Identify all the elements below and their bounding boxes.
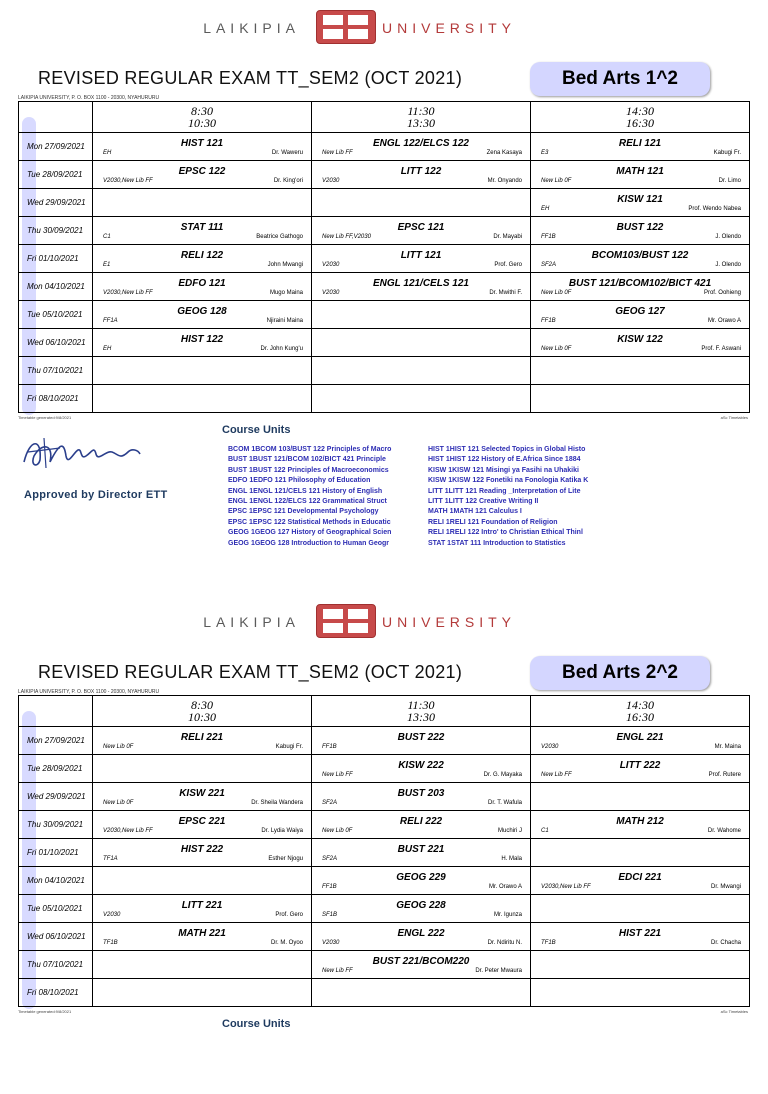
lecturer: J. Olendo [715, 234, 741, 240]
table-row [19, 867, 750, 895]
slot-start-time: 11:30 [407, 104, 435, 118]
venue: New Lib FF [322, 772, 353, 778]
slot-end-time: 10:30 [188, 116, 216, 130]
course-code: HIST 221 [618, 928, 662, 939]
course-unit-item: EPSC 1EPSC 121 Developmental Psychology [228, 508, 379, 516]
approved-by-label: Approved by Director ETT [24, 489, 168, 501]
course-code: BUST 121/BCOM102/BICT 421 [568, 278, 712, 289]
timetable-sheet-2 [0, 594, 768, 1094]
lecturer: Prof. Wendo Nabea [688, 206, 741, 212]
lecturer: Mr. Orawo A [707, 318, 741, 324]
day-cell: Thu 30/09/2021 [19, 217, 93, 245]
lecturer: John Mwangi [267, 262, 303, 268]
university-logo [316, 604, 376, 638]
exam-cell [93, 301, 312, 329]
venue: V2030 [322, 178, 340, 184]
exam-cell [312, 385, 531, 413]
venue: C1 [103, 234, 111, 240]
venue: V2030 [541, 744, 559, 750]
exam-cell [93, 783, 312, 811]
course-code: GEOG 127 [615, 306, 665, 317]
day-cell: Thu 07/10/2021 [19, 951, 93, 979]
time-slot-header [93, 696, 312, 727]
lecturer: Dr. John Kung'u [260, 346, 303, 352]
table-row [19, 783, 750, 811]
table-row [19, 755, 750, 783]
corner-cell [19, 696, 93, 727]
day-cell: Wed 06/10/2021 [19, 329, 93, 357]
course-code: GEOG 228 [396, 900, 446, 911]
course-code: MATH 212 [616, 816, 664, 827]
exam-cell [312, 783, 531, 811]
course-unit-item: ENGL 1ENGL 121/CELS 121 History of English [228, 487, 383, 495]
course-unit-item: HIST 1HIST 121 Selected Topics in Global Histo [428, 446, 586, 453]
exam-cell [531, 161, 750, 189]
venue: FF1B [541, 318, 556, 324]
course-unit-item: LITT 1LITT 121 Reading _Interpretation of Lite [428, 487, 581, 495]
lecturer: Dr. M. Oyoo [270, 940, 303, 946]
course-code: RELI 122 [180, 250, 224, 261]
venue: New Lib 0F [541, 290, 572, 296]
address-line: LAIKIPIA UNIVERSITY, P. O. BOX 1100 - 20300, NYAHURURU [18, 95, 160, 101]
university-name-left: LAIKIPIA [203, 20, 300, 36]
venue: New Lib FF [322, 968, 353, 974]
venue: New Lib 0F [103, 744, 134, 750]
timetable-title: REVISED REGULAR EXAM TT_SEM2 (OCT 2021) [38, 662, 463, 682]
day-cell: Tue 28/09/2021 [19, 755, 93, 783]
venue: EH [103, 346, 112, 352]
time-header-row [19, 102, 750, 133]
lecturer: Mr. Maina [714, 744, 741, 750]
table-row [19, 301, 750, 329]
course-code: MATH 221 [178, 928, 226, 939]
day-cell: Tue 28/09/2021 [19, 161, 93, 189]
lecturer: Dr. Limo [718, 178, 741, 184]
exam-cell [531, 811, 750, 839]
lecturer: Dr. Mwangi [710, 884, 741, 890]
exam-cell [93, 329, 312, 357]
lecturer: Prof. Oohieng [703, 290, 741, 296]
lecturer: Dr. Sheila Wandera [251, 800, 303, 806]
exam-cell [312, 951, 531, 979]
address-line: LAIKIPIA UNIVERSITY, P. O. BOX 1100 - 20300, NYAHURURU [18, 689, 160, 695]
course-code: ENGL 221 [616, 732, 664, 743]
exam-cell [531, 951, 750, 979]
time-slot-header [93, 102, 312, 133]
course-code: KISW 121 [617, 194, 663, 205]
table-row [19, 273, 750, 301]
time-slot-header [531, 696, 750, 727]
course-unit-item: BCOM 1BCOM 103/BUST 122 Principles of Macro [228, 446, 392, 453]
lecturer: Dr. Chacha [710, 940, 741, 946]
venue: E3 [541, 150, 549, 156]
exam-timetable [18, 101, 750, 413]
slot-start-time: 14:30 [626, 104, 654, 118]
slot-start-time: 8:30 [191, 698, 213, 712]
table-row [19, 161, 750, 189]
exam-cell [312, 839, 531, 867]
course-code: BCOM103/BUST 122 [591, 250, 689, 261]
exam-cell [93, 273, 312, 301]
day-cell: Mon 27/09/2021 [19, 727, 93, 755]
day-cell: Tue 05/10/2021 [19, 895, 93, 923]
exam-cell [93, 133, 312, 161]
course-code: STAT 111 [180, 222, 224, 233]
course-units-title: Course Units [222, 1018, 291, 1030]
day-cell: Thu 07/10/2021 [19, 357, 93, 385]
course-code: RELI 222 [399, 816, 443, 827]
university-name-right: UNIVERSITY [382, 614, 517, 630]
course-unit-item: MATH 1MATH 121 Calculus I [428, 508, 522, 516]
exam-cell [531, 867, 750, 895]
course-code: HIST 122 [180, 334, 224, 345]
exam-cell [531, 979, 750, 1007]
venue: TF1B [541, 940, 556, 946]
course-code: HIST 121 [180, 138, 224, 149]
venue: FF1B [322, 744, 337, 750]
footer-software: aSc Timetables [720, 1009, 748, 1014]
time-slot-header [312, 102, 531, 133]
lecturer: Beatrice Gathogo [256, 234, 303, 240]
lecturer: Njiraini Maina [266, 318, 303, 324]
venue: New Lib FF [541, 772, 572, 778]
lecturer: Prof. Gero [494, 262, 522, 268]
exam-cell [93, 727, 312, 755]
lecturer: H. Mala [501, 856, 522, 862]
exam-cell [531, 783, 750, 811]
venue: TF1A [103, 856, 118, 862]
venue: New Lib 0F [322, 828, 353, 834]
lecturer: Prof. Rutere [708, 772, 741, 778]
director-signature [20, 432, 144, 474]
time-header-row [19, 696, 750, 727]
lecturer: Prof. F. Aswani [701, 346, 741, 352]
lecturer: Dr. T. Wafula [487, 800, 522, 806]
exam-cell [312, 273, 531, 301]
slot-end-time: 16:30 [626, 710, 654, 724]
exam-cell [312, 161, 531, 189]
day-cell: Tue 05/10/2021 [19, 301, 93, 329]
course-unit-item: RELI 1RELI 121 Foundation of Religion [428, 518, 558, 526]
course-code: EPSC 121 [397, 222, 445, 233]
course-code: ENGL 222 [397, 928, 445, 939]
venue: EH [103, 150, 112, 156]
venue: EH [541, 206, 550, 212]
exam-cell [93, 811, 312, 839]
lecturer: Kabugi Fr. [275, 744, 303, 750]
lecturer: Kabugi Fr. [713, 150, 741, 156]
exam-cell [531, 895, 750, 923]
exam-cell [93, 189, 312, 217]
venue: New Lib 0F [103, 800, 134, 806]
exam-cell [93, 923, 312, 951]
exam-cell [531, 839, 750, 867]
table-row [19, 811, 750, 839]
exam-cell [531, 385, 750, 413]
exam-cell [312, 189, 531, 217]
course-code: BUST 222 [397, 732, 445, 743]
lecturer: Dr. Mayabi [493, 234, 522, 240]
exam-cell [312, 923, 531, 951]
venue: V2030,New Lib FF [541, 884, 591, 890]
exam-cell [93, 895, 312, 923]
lecturer: J. Olendo [715, 262, 741, 268]
day-cell: Wed 06/10/2021 [19, 923, 93, 951]
slot-end-time: 16:30 [626, 116, 654, 130]
course-unit-item: GEOG 1GEOG 127 History of Geographical Scien [228, 529, 392, 537]
exam-cell [93, 245, 312, 273]
footer-generated: Timetable generated:9/8/2021 [18, 1009, 72, 1014]
table-row [19, 979, 750, 1007]
course-unit-item: KISW 1KISW 122 Fonetiki na Fonologia Katika K [428, 477, 589, 485]
course-code: KISW 122 [617, 334, 663, 345]
table-row [19, 245, 750, 273]
course-code: RELI 121 [618, 138, 662, 149]
course-unit-item: BUST 1BUST 121/BCOM 102/BICT 421 Principle [228, 456, 386, 464]
exam-cell [93, 161, 312, 189]
exam-cell [312, 133, 531, 161]
table-row [19, 385, 750, 413]
exam-cell [531, 755, 750, 783]
exam-cell [531, 245, 750, 273]
course-unit-item: HIST 1HIST 122 History of E.Africa Since 1884 [428, 456, 581, 464]
venue: V2030 [322, 940, 340, 946]
timetable-title: REVISED REGULAR EXAM TT_SEM2 (OCT 2021) [38, 68, 463, 88]
course-code: LITT 121 [400, 250, 442, 261]
exam-cell [531, 217, 750, 245]
course-unit-item: KISW 1KISW 121 Misingi ya Fasihi na Uhakiki [428, 466, 579, 474]
lecturer: Dr. Lydia Waiya [261, 828, 303, 834]
table-row [19, 895, 750, 923]
day-cell: Mon 04/10/2021 [19, 273, 93, 301]
slot-end-time: 13:30 [407, 116, 435, 130]
university-name-left: LAIKIPIA [203, 614, 300, 630]
exam-cell [531, 923, 750, 951]
course-code: EDFO 121 [178, 278, 226, 289]
exam-cell [531, 329, 750, 357]
footer-generated: Timetable generated:9/8/2021 [18, 415, 72, 420]
exam-cell [312, 245, 531, 273]
venue: V2030 [103, 912, 121, 918]
venue: V2030,New Lib FF [103, 178, 153, 184]
course-unit-item: STAT 1STAT 111 Introduction to Statistics [428, 539, 566, 547]
exam-cell [312, 979, 531, 1007]
course-code: BUST 122 [616, 222, 664, 233]
lecturer: Dr. King'ori [273, 178, 303, 184]
exam-cell [312, 867, 531, 895]
course-unit-item: ENGL 1ENGL 122/ELCS 122 Grammatical Struct [228, 498, 387, 506]
table-row [19, 133, 750, 161]
course-unit-item: EPSC 1EPSC 122 Statistical Methods in Educatic [228, 518, 391, 526]
exam-cell [93, 979, 312, 1007]
class-badge: Bed Arts 1^2 [530, 62, 710, 96]
day-cell: Wed 29/09/2021 [19, 189, 93, 217]
table-row [19, 357, 750, 385]
day-cell: Fri 01/10/2021 [19, 245, 93, 273]
lecturer: Prof. Gero [275, 912, 303, 918]
university-header [0, 604, 768, 640]
exam-cell [531, 273, 750, 301]
course-code: LITT 222 [619, 760, 661, 771]
table-row [19, 839, 750, 867]
exam-timetable [18, 695, 750, 1007]
lecturer: Dr. Ndiritu N. [487, 940, 522, 946]
venue: New Lib FF [322, 150, 353, 156]
day-cell: Fri 01/10/2021 [19, 839, 93, 867]
course-code: KISW 221 [179, 788, 225, 799]
course-unit-item: BUST 1BUST 122 Principles of Macroeconomics [228, 466, 389, 474]
lecturer: Mr. Onyando [487, 178, 522, 184]
class-badge: Bed Arts 2^2 [530, 656, 710, 690]
slot-end-time: 13:30 [407, 710, 435, 724]
course-code: HIST 222 [180, 844, 224, 855]
venue: TF1B [103, 940, 118, 946]
course-code: BUST 221/BCOM220 [372, 956, 470, 967]
table-row [19, 189, 750, 217]
time-slot-header [531, 102, 750, 133]
slot-start-time: 11:30 [407, 698, 435, 712]
venue: SF2A [322, 800, 338, 806]
course-code: GEOG 229 [396, 872, 446, 883]
day-cell: Fri 08/10/2021 [19, 385, 93, 413]
exam-cell [312, 727, 531, 755]
lecturer: Dr. Mwithi F. [489, 290, 522, 296]
venue: C1 [541, 828, 549, 834]
exam-cell [312, 217, 531, 245]
course-code: BUST 203 [397, 788, 445, 799]
lecturer: Esther Njogu [268, 856, 303, 862]
table-row [19, 923, 750, 951]
venue: E1 [103, 262, 111, 268]
slot-start-time: 8:30 [191, 104, 213, 118]
course-units-title: Course Units [222, 424, 291, 436]
lecturer: Dr. G. Mayaka [483, 772, 522, 778]
course-units-list-left [228, 445, 420, 549]
exam-cell [93, 217, 312, 245]
course-code: ENGL 121/CELS 121 [373, 278, 469, 289]
course-code: MATH 121 [616, 166, 664, 177]
course-units-list-right [428, 445, 618, 549]
lecturer: Dr. Waweru [271, 150, 303, 156]
exam-cell [531, 301, 750, 329]
exam-cell [312, 329, 531, 357]
time-slot-header [312, 696, 531, 727]
venue: V2030 [322, 290, 340, 296]
exam-cell [531, 133, 750, 161]
exam-cell [93, 385, 312, 413]
day-cell: Mon 04/10/2021 [19, 867, 93, 895]
lecturer: Muchiri J [497, 828, 522, 834]
venue: SF2A [322, 856, 338, 862]
exam-cell [93, 357, 312, 385]
course-code: LITT 221 [181, 900, 223, 911]
venue: V2030,New Lib FF [103, 290, 153, 296]
slot-end-time: 10:30 [188, 710, 216, 724]
lecturer: Zena Kasaya [486, 150, 522, 156]
corner-cell [19, 102, 93, 133]
lecturer: Dr. Wahome [707, 828, 741, 834]
table-row [19, 329, 750, 357]
day-cell: Thu 30/09/2021 [19, 811, 93, 839]
day-cell: Fri 08/10/2021 [19, 979, 93, 1007]
course-code: GEOG 128 [177, 306, 227, 317]
exam-cell [312, 301, 531, 329]
course-unit-item: GEOG 1GEOG 128 Introduction to Human Geogr [228, 539, 390, 547]
day-cell: Mon 27/09/2021 [19, 133, 93, 161]
course-code: LITT 122 [400, 166, 442, 177]
course-code: BUST 221 [397, 844, 445, 855]
venue: V2030,New Lib FF [103, 828, 153, 834]
venue: New Lib 0F [541, 178, 572, 184]
venue: FF1B [541, 234, 556, 240]
lecturer: Mr. Igunza [493, 912, 522, 918]
exam-cell [531, 357, 750, 385]
university-logo [316, 10, 376, 44]
exam-cell [93, 951, 312, 979]
venue: FF1A [103, 318, 118, 324]
lecturer: Dr. Peter Mwaura [475, 968, 522, 974]
course-code: EDCI 221 [618, 872, 662, 883]
course-code: EPSC 122 [178, 166, 226, 177]
course-code: EPSC 221 [178, 816, 226, 827]
day-cell: Wed 29/09/2021 [19, 783, 93, 811]
course-unit-item: RELI 1RELI 122 Intro' to Christian Ethical Thinl [428, 529, 583, 537]
venue: SF1B [322, 912, 338, 918]
course-code: KISW 222 [398, 760, 444, 771]
venue: New Lib FF,V2030 [322, 234, 371, 240]
course-unit-item: EDFO 1EDFO 121 Philosophy of Education [228, 477, 371, 485]
table-row [19, 217, 750, 245]
exam-cell [312, 755, 531, 783]
venue: New Lib 0F [541, 346, 572, 352]
exam-cell [312, 811, 531, 839]
table-row [19, 951, 750, 979]
course-code: ENGL 122/ELCS 122 [373, 138, 469, 149]
venue: V2030 [322, 262, 340, 268]
exam-cell [93, 755, 312, 783]
venue: SF2A [541, 262, 557, 268]
university-header [0, 10, 768, 46]
university-name-right: UNIVERSITY [382, 20, 517, 36]
slot-start-time: 14:30 [626, 698, 654, 712]
lecturer: Mr. Orawo A [488, 884, 522, 890]
course-code: RELI 221 [180, 732, 224, 743]
footer-software: aSc Timetables [720, 415, 748, 420]
lecturer: Mugo Maina [269, 290, 303, 296]
exam-cell [312, 895, 531, 923]
table-row [19, 727, 750, 755]
course-unit-item: LITT 1LITT 122 Creative Writing II [428, 498, 539, 506]
exam-cell [93, 839, 312, 867]
exam-cell [531, 727, 750, 755]
exam-cell [312, 357, 531, 385]
exam-cell [531, 189, 750, 217]
venue: FF1B [322, 884, 337, 890]
exam-cell [93, 867, 312, 895]
